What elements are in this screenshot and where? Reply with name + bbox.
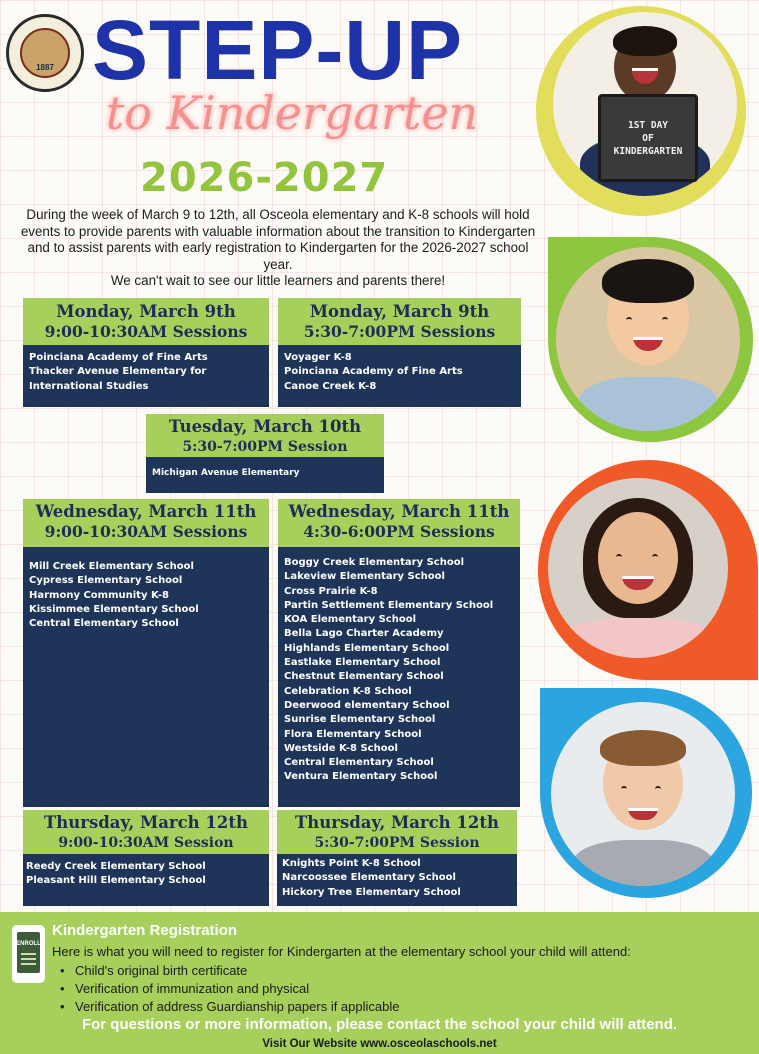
page-title: STEP-UP	[92, 3, 464, 97]
session-time: 9:00-10:30AM Session	[58, 835, 234, 851]
session-card-thursday-pm	[277, 810, 517, 906]
session-school-list	[277, 854, 517, 906]
session-time: 9:00-10:30AM Sessions	[44, 522, 248, 541]
session-card-wednesday-am	[23, 499, 269, 807]
requirement-item: • Child's original birth certificate	[60, 962, 399, 980]
session-card-monday-pm	[278, 298, 521, 407]
school-list-item: Central Elementary School	[284, 757, 434, 769]
district-seal-logo	[6, 14, 84, 92]
session-day: Monday, March 9th	[309, 302, 490, 321]
school-list-item: Knights Point K-8 School	[282, 858, 421, 869]
session-card-wednesday-pm	[278, 499, 520, 807]
session-time: 9:00-10:30AM Sessions	[44, 322, 248, 341]
school-list-item: Chestnut Elementary School	[284, 671, 444, 683]
contact-notice: For questions or more information, please contact the school your child will attend.	[81, 1016, 678, 1033]
sign-line-2: OF	[642, 132, 654, 144]
session-header	[278, 298, 521, 345]
session-header	[23, 499, 269, 547]
school-list-item: Poinciana Academy of Fine Arts	[284, 366, 463, 378]
school-list-item: Voyager K-8	[284, 352, 352, 363]
school-list-item: Lakeview Elementary School	[284, 571, 445, 583]
school-list-item: Pleasant Hill Elementary School	[26, 875, 206, 887]
school-list-item: Michigan Avenue Elementary	[152, 468, 300, 478]
photo-child-smiling-boy	[556, 247, 740, 431]
session-time: 5:30-7:00PM Sessions	[303, 322, 496, 341]
session-school-list	[23, 345, 269, 407]
school-list-item: Eastlake Elementary School	[284, 657, 441, 669]
photo-child-smiling-girl	[548, 478, 728, 658]
school-list-item: Celebration K-8 School	[284, 685, 412, 697]
school-year: 2026-2027	[140, 155, 389, 201]
session-day: Monday, March 9th	[56, 302, 236, 321]
page-subtitle: to Kindergarten	[105, 86, 479, 140]
requirement-item: • Verification of immunization and physical	[60, 980, 399, 998]
school-list-item: Sunrise Elementary School	[284, 714, 436, 726]
session-day: Thursday, March 12th	[295, 813, 499, 832]
session-day: Thursday, March 12th	[44, 813, 248, 832]
school-list-item: Flora Elementary School	[284, 728, 422, 740]
session-header	[146, 414, 384, 457]
session-time: 4:30-6:00PM Sessions	[303, 522, 495, 541]
session-day: Wednesday, March 11th	[35, 502, 257, 521]
intro-paragraph: During the week of March 9 to 12th, all Osceola elementary and K-8 schools will hold events to provide parents with valuable information about the transition to Kindergarten and to assist parents with early registration to Kindergarten for the 2026-2027 school year.	[20, 207, 536, 272]
school-list-item: Ventura Elementary School	[284, 771, 438, 783]
school-list-item: Poinciana Academy of Fine Arts	[29, 352, 208, 363]
first-day-sign	[598, 94, 698, 182]
school-list-item: KOA Elementary School	[284, 614, 416, 626]
session-card-tuesday-pm	[146, 414, 384, 493]
requirements-list	[60, 962, 399, 1016]
school-list-item: Kissimmee Elementary School	[29, 603, 199, 615]
school-list-item: Harmony Community K-8	[29, 589, 169, 601]
school-list-item: Boggy Creek Elementary School	[284, 557, 465, 568]
enroll-phone-icon	[12, 925, 45, 983]
school-list-item: Highlands Elementary School	[284, 642, 450, 654]
session-time: 5:30-7:00PM Session	[182, 439, 348, 455]
session-school-list	[23, 854, 269, 906]
session-time: 5:30-7:00PM Session	[314, 835, 480, 851]
school-list-item: Cross Prairie K-8	[284, 585, 378, 597]
school-list-item: Cypress Elementary School	[29, 575, 183, 587]
school-list-item: Westside K-8 School	[284, 742, 398, 754]
sign-line-3: KINDERGARTEN	[613, 145, 683, 157]
school-list-item: Narcoossee Elementary School	[282, 872, 456, 884]
school-list-item: Hickory Tree Elementary School	[282, 886, 461, 898]
school-list-item: Thacker Avenue Elementary for International Studies	[29, 366, 207, 392]
session-school-list	[146, 457, 384, 493]
school-list-item: Deerwood elementary School	[284, 699, 450, 711]
enroll-label: ENROLL	[16, 941, 41, 947]
intro-text	[18, 207, 538, 290]
session-header	[278, 499, 520, 547]
session-school-list	[278, 345, 521, 407]
registration-title: Kindergarten Registration	[52, 922, 238, 939]
intro-tagline: We can't wait to see our little learners and parents there!	[110, 273, 446, 289]
session-day: Wednesday, March 11th	[288, 502, 510, 521]
sign-line-1: 1ST DAY	[627, 119, 669, 131]
session-header	[23, 298, 269, 345]
session-school-list	[23, 547, 269, 807]
school-list-item: Mill Creek Elementary School	[29, 561, 194, 572]
session-card-thursday-am	[23, 810, 269, 906]
school-list-item: Central Elementary School	[29, 618, 179, 630]
photo-child-blonde-boy	[551, 702, 735, 886]
requirement-item: • Verification of address Guardianship papers if applicable	[60, 998, 399, 1016]
school-list-item: Reedy Creek Elementary School	[26, 861, 206, 872]
registration-footer	[0, 912, 759, 1054]
session-header	[23, 810, 269, 854]
logo-year: 1887	[36, 63, 54, 72]
website-link[interactable]: Visit Our Website www.osceolaschools.net	[262, 1038, 497, 1050]
school-list-item: Canoe Creek K-8	[284, 380, 377, 392]
school-list-item: Bella Lago Charter Academy	[284, 628, 444, 640]
session-header	[277, 810, 517, 854]
session-day: Tuesday, March 10th	[168, 417, 362, 436]
registration-description: Here is what you will need to register for Kindergarten at the elementary school your child will attend:	[52, 944, 631, 959]
school-list-item: Partin Settlement Elementary School	[284, 599, 494, 611]
session-card-monday-am	[23, 298, 269, 407]
session-school-list	[278, 547, 520, 807]
